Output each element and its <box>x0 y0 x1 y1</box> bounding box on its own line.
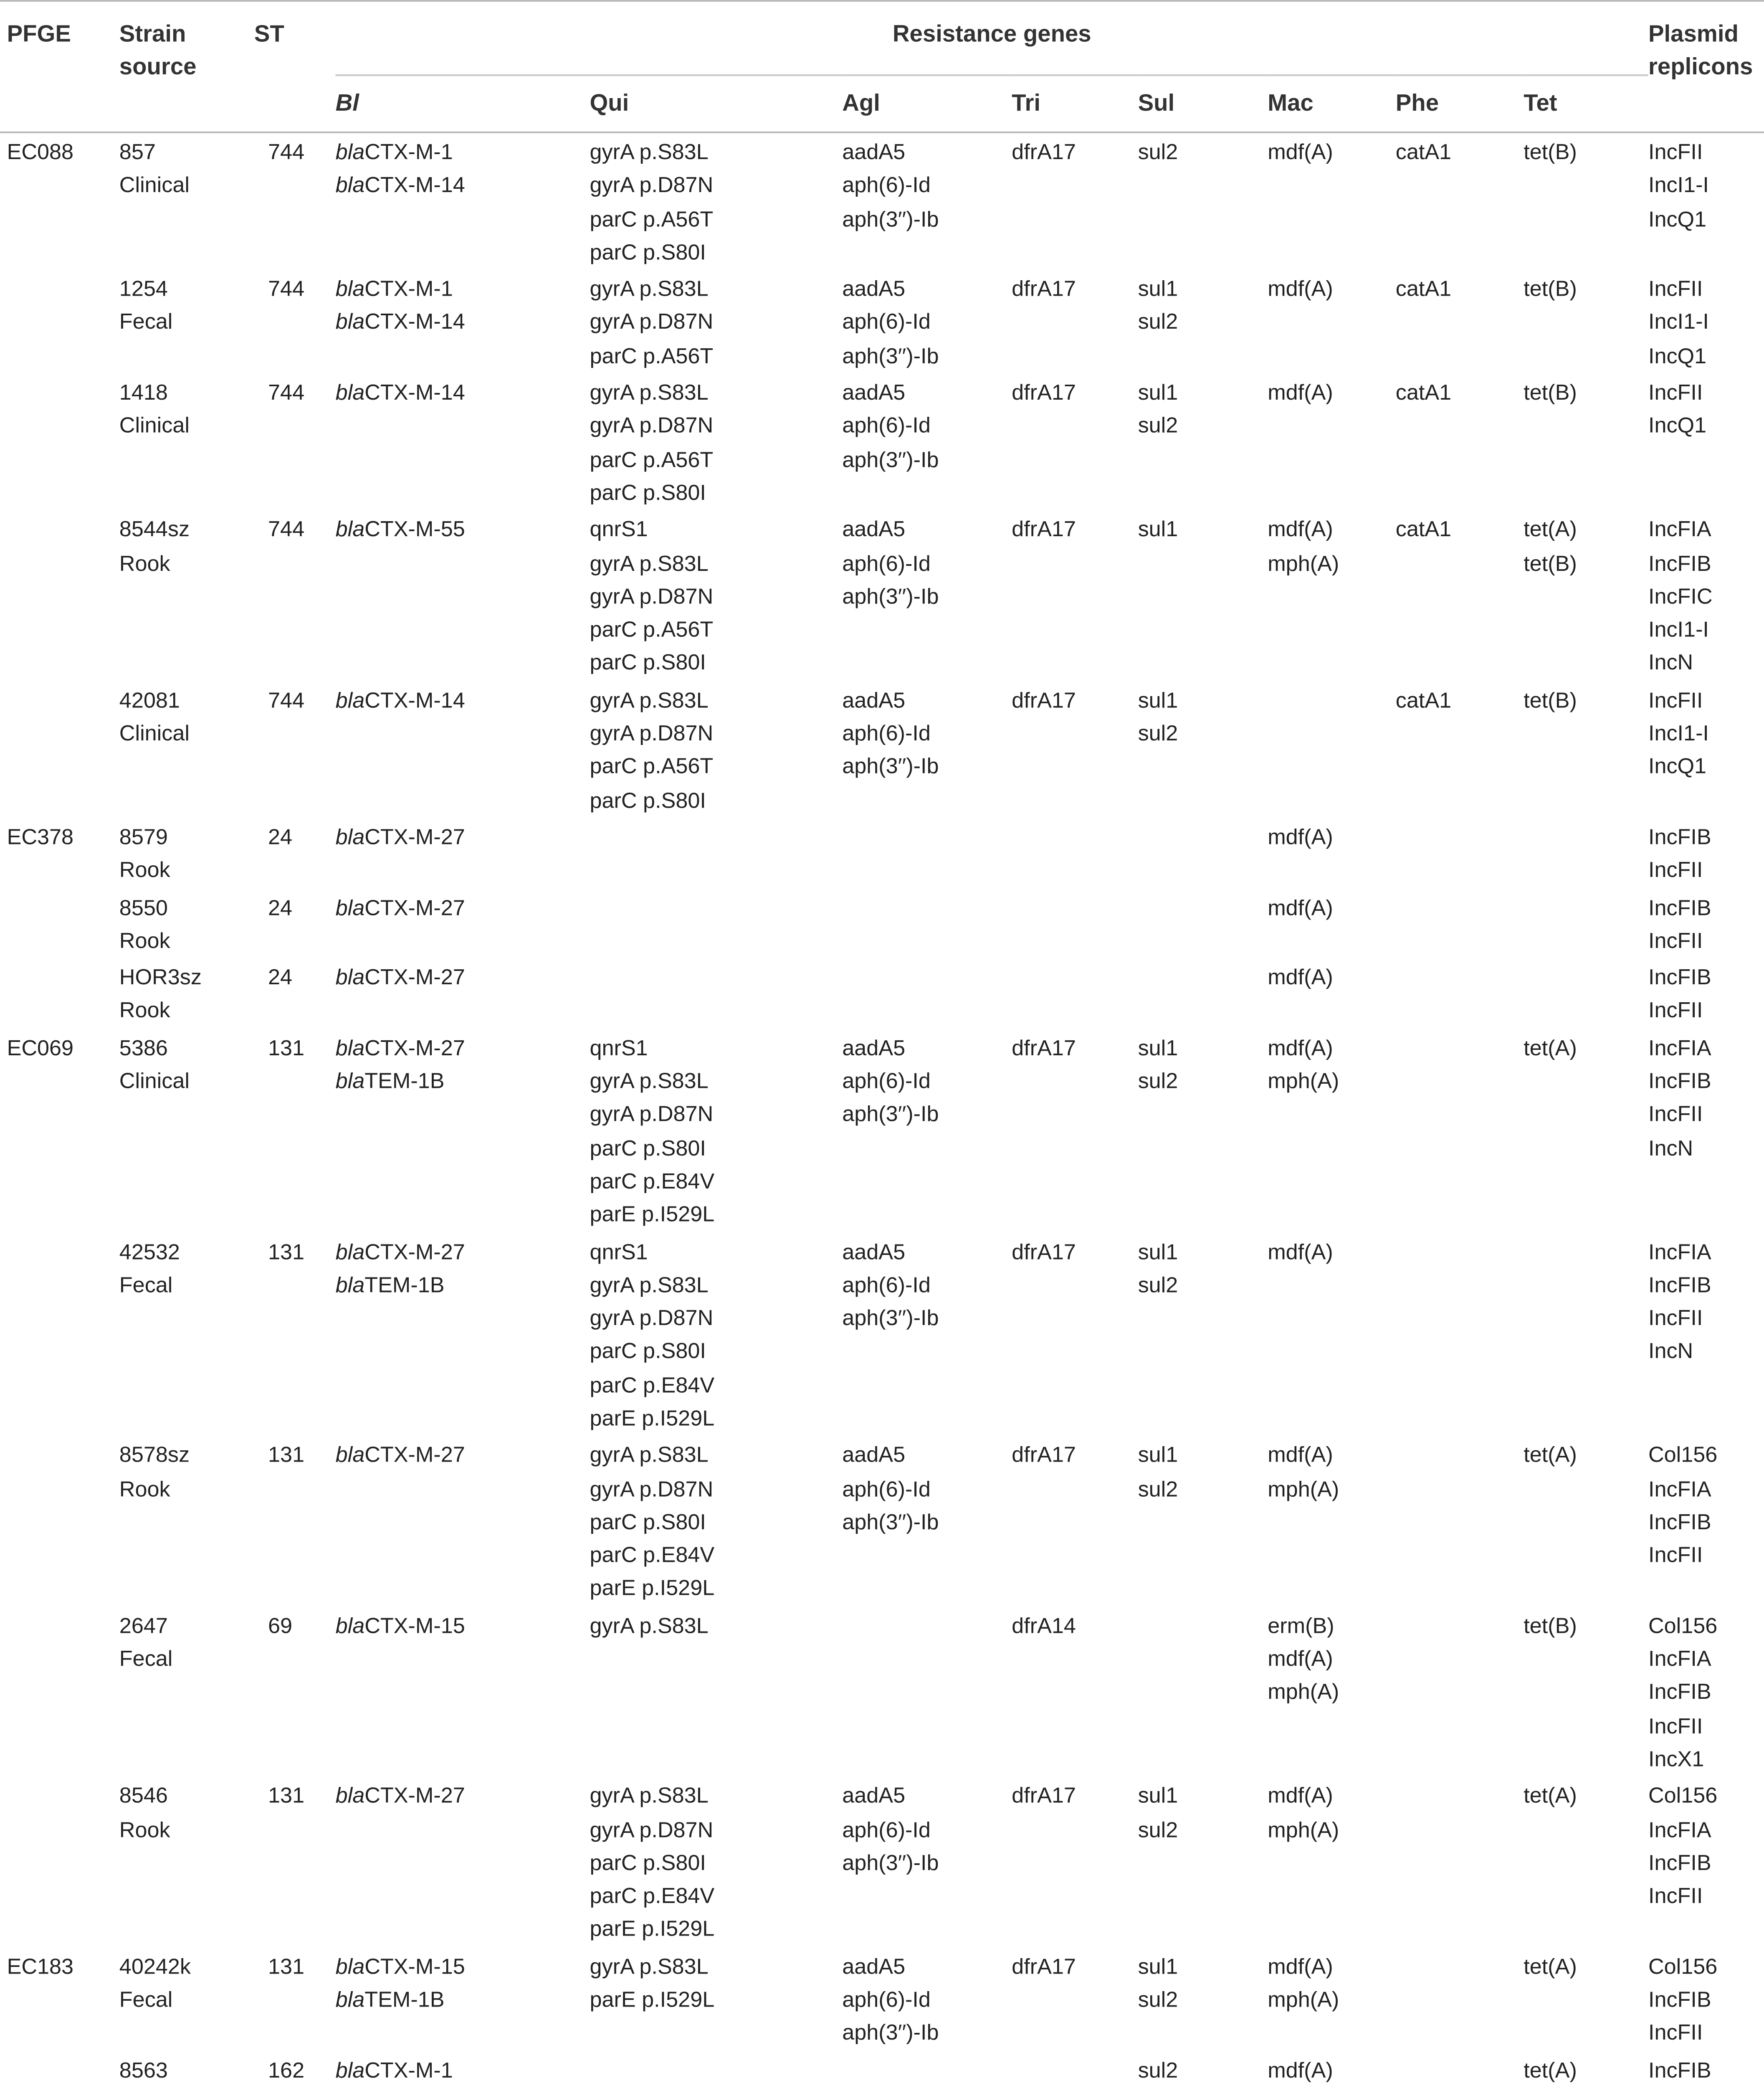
cell-mac: mdf(A) <box>1268 380 1333 405</box>
cell-bl: blaCTX-M-15 <box>335 1613 465 1638</box>
cell-sul <box>1138 818 1268 888</box>
cell-plasmid: Col156 IncFIB IncFII <box>1648 1954 1718 2045</box>
cell-strain: 8579 Rook <box>119 825 170 883</box>
table-body <box>0 132 1764 2088</box>
cell-bl: blaCTX-M-55 <box>335 517 465 542</box>
cell-tri <box>1012 888 1138 958</box>
table-row <box>0 1777 1764 1947</box>
cell-mac: mdf(A) <box>1268 965 1333 990</box>
cell-strain: 1418 Clinical <box>119 380 190 438</box>
table-row <box>0 270 1764 374</box>
cell-pfge <box>0 511 119 681</box>
cell-mac <box>1268 681 1396 818</box>
cell-tet <box>1524 818 1648 888</box>
cell-tet: tet(A) <box>1524 1036 1577 1060</box>
cell-strain: 8550 Rook <box>119 895 170 953</box>
cell-strain: 8546 Rook <box>119 1784 170 1842</box>
header-bl: Bl <box>336 75 590 132</box>
cell-strain: HOR3sz Rook <box>119 965 202 1023</box>
cell-qui: gyrA p.S83L gyrA p.D87N parC p.S80I parC p.E84V parE p.I529L <box>590 1443 715 1601</box>
cell-agl: aadA5 aph(6)-Id aph(3′′)-Ib <box>842 1443 939 1534</box>
cell-qui: qnrS1 gyrA p.S83L gyrA p.D87N parC p.S80I parC p.E84V parE p.I529L <box>590 1036 715 1227</box>
cell-strain: 8544sz Rook <box>119 517 190 575</box>
cell-tet: tet(B) <box>1524 688 1577 712</box>
cell-mac: mdf(A) mph(A) <box>1268 1443 1339 1501</box>
cell-strain: 42081 Clinical <box>119 688 190 746</box>
cell-qui: qnrS1 gyrA p.S83L gyrA p.D87N parC p.S80I parC p.E84V parE p.I529L <box>590 1239 715 1431</box>
cell-agl: aadA5 aph(6)-Id aph(3′′)-Ib <box>842 140 939 231</box>
header-st: ST <box>237 1 335 132</box>
cell-plasmid: IncFII IncQ1 <box>1648 380 1707 438</box>
header-pfge: PFGE <box>0 1 119 132</box>
cell-bl: blaCTX-M-27 blaTEM-1B <box>335 1036 465 1094</box>
cell-phe <box>1396 2051 1524 2088</box>
cell-st: 744 <box>268 277 305 302</box>
cell-qui: qnrS1 gyrA p.S83L gyrA p.D87N parC p.A56T parC p.S80I <box>590 517 714 676</box>
cell-sul: sul1 sul2 <box>1138 1239 1178 1297</box>
cell-agl: aadA5 aph(6)-Id aph(3′′)-Ib <box>842 1784 939 1875</box>
cell-qui <box>590 2051 842 2088</box>
header-phe: Phe <box>1396 75 1524 132</box>
cell-tet: tet(B) <box>1524 1613 1577 1638</box>
cell-plasmid: IncFIA IncFIB IncFII IncN <box>1648 1036 1711 1160</box>
cell-phe: catA1 <box>1395 688 1452 712</box>
cell-strain: 2647 Fecal <box>119 1613 173 1671</box>
cell-qui: gyrA p.S83L gyrA p.D87N parC p.A56T parC p.S80I <box>590 380 714 505</box>
header-mac: Mac <box>1268 75 1396 132</box>
cell-qui: gyrA p.S83L gyrA p.D87N parC p.A56T parC p.S80I <box>590 140 714 265</box>
table-row <box>0 1947 1764 2051</box>
header-strain-source: Strain source <box>119 1 237 132</box>
cell-agl: aadA5 aph(6)-Id aph(3′′)-Ib <box>842 1239 939 1330</box>
cell-plasmid: Col156 IncFIA IncFIB IncFII <box>1648 1784 1718 1908</box>
cell-phe <box>1396 1233 1524 1437</box>
cell-st: 131 <box>268 1954 305 1979</box>
cell-phe <box>1396 1777 1524 1947</box>
cell-st: 744 <box>268 688 305 712</box>
cell-qui <box>590 958 842 1029</box>
cell-phe: catA1 <box>1395 517 1452 542</box>
cell-mac: mdf(A) <box>1268 825 1333 849</box>
table-row <box>0 888 1764 958</box>
table-row <box>0 1029 1764 1233</box>
cell-tet: tet(B) <box>1524 277 1577 302</box>
cell-bl: blaCTX-M-27 <box>335 1443 465 1468</box>
cell-sul: sul1 <box>1138 517 1178 542</box>
table-row <box>0 818 1764 888</box>
cell-bl: blaCTX-M-1 <box>335 2058 453 2083</box>
cell-pfge <box>0 958 119 1029</box>
cell-pfge <box>0 374 119 511</box>
cell-bl: blaCTX-M-14 <box>335 688 465 712</box>
cell-st: 24 <box>268 825 293 849</box>
cell-pfge <box>0 1607 119 1777</box>
header-agl: Agl <box>842 75 1012 132</box>
cell-bl: blaCTX-M-27 <box>335 965 465 990</box>
cell-bl: blaCTX-M-27 <box>335 895 465 920</box>
cell-phe <box>1396 888 1524 958</box>
cell-agl: aadA5 aph(6)-Id aph(3′′)-Ib <box>842 688 939 779</box>
cell-pfge: EC088 <box>7 140 74 165</box>
cell-phe <box>1396 1947 1524 2051</box>
cell-st: 744 <box>268 517 305 542</box>
table-row <box>0 1436 1764 1607</box>
cell-tet: tet(B) <box>1524 140 1577 165</box>
cell-agl: aadA5 aph(6)-Id aph(3′′)-Ib <box>842 380 939 472</box>
cell-phe: catA1 <box>1395 140 1452 165</box>
header-sul: Sul <box>1138 75 1268 132</box>
cell-sul: sul1 sul2 <box>1138 1784 1178 1842</box>
header-plasmid-replicons: Plasmid replicons <box>1648 1 1764 132</box>
cell-sul <box>1138 958 1268 1029</box>
cell-st: 162 <box>268 2058 305 2083</box>
cell-agl <box>842 958 1012 1029</box>
cell-st: 131 <box>268 1036 305 1060</box>
cell-sul: sul1 sul2 <box>1138 688 1178 746</box>
cell-mac: mdf(A) <box>1268 895 1333 920</box>
table-row <box>0 2051 1764 2088</box>
cell-pfge: EC069 <box>7 1036 74 1060</box>
cell-bl: blaCTX-M-1 blaCTX-M-14 <box>335 277 465 335</box>
cell-agl <box>842 818 1012 888</box>
cell-agl: aadA5 aph(6)-Id aph(3′′)-Ib <box>842 517 939 609</box>
cell-st: 131 <box>268 1784 305 1808</box>
cell-tri: dfrA17 <box>1012 277 1076 302</box>
table-row <box>0 681 1764 818</box>
cell-sul: sul2 <box>1138 140 1178 165</box>
cell-pfge <box>0 888 119 958</box>
cell-tet: tet(A) <box>1524 1784 1577 1808</box>
cell-phe <box>1396 1607 1524 1777</box>
cell-strain: 8578sz Rook <box>119 1443 190 1501</box>
cell-tet <box>1524 888 1648 958</box>
cell-bl: blaCTX-M-27 blaTEM-1B <box>335 1239 465 1297</box>
cell-st: 69 <box>268 1613 293 1638</box>
cell-plasmid: IncFII IncI1-I IncQ1 <box>1648 277 1709 368</box>
table-row <box>0 958 1764 1029</box>
cell-st: 744 <box>268 140 305 165</box>
header-tet: Tet <box>1524 75 1648 132</box>
cell-mac: mdf(A) mph(A) <box>1268 1954 1339 2012</box>
cell-tri: dfrA17 <box>1012 140 1076 165</box>
cell-st: 24 <box>268 965 293 990</box>
table-row <box>0 511 1764 681</box>
table-row <box>0 132 1764 270</box>
cell-st: 744 <box>268 380 305 405</box>
cell-plasmid: IncFIB IncFII <box>1648 895 1711 953</box>
cell-tri: dfrA17 <box>1012 1954 1076 1979</box>
header-qui: Qui <box>590 75 842 132</box>
header-tri: Tri <box>1012 75 1138 132</box>
cell-tri: dfrA17 <box>1012 380 1076 405</box>
cell-tri <box>1012 2051 1138 2088</box>
cell-st: 131 <box>268 1443 305 1468</box>
cell-mac: mdf(A) mph(A) <box>1268 517 1339 575</box>
cell-st: 24 <box>268 895 293 920</box>
cell-phe <box>1396 958 1524 1029</box>
cell-sul: sul1 sul2 <box>1138 1443 1178 1501</box>
cell-qui: gyrA p.S83L gyrA p.D87N parC p.S80I parC p.E84V parE p.I529L <box>590 1784 715 1942</box>
table-row <box>0 1607 1764 1777</box>
cell-plasmid: IncFIB IncFII <box>1648 825 1711 883</box>
cell-agl <box>842 1607 1012 1777</box>
cell-qui: gyrA p.S83L parE p.I529L <box>590 1954 715 2012</box>
cell-plasmid: Col156 IncFIA IncFIB IncFII <box>1648 1443 1718 1568</box>
cell-qui: gyrA p.S83L gyrA p.D87N parC p.A56T parC p.S80I <box>590 688 714 813</box>
cell-plasmid: IncFIB IncFII <box>1648 965 1711 1023</box>
cell-sul: sul1 sul2 <box>1138 1954 1178 2012</box>
cell-pfge <box>0 1233 119 1437</box>
cell-tri: dfrA17 <box>1012 1036 1076 1060</box>
cell-mac: mdf(A) <box>1268 1239 1333 1264</box>
cell-strain: 5386 Clinical <box>119 1036 190 1094</box>
table-row <box>0 374 1764 511</box>
header-resistance-genes: Resistance genes <box>336 1 1648 75</box>
cell-pfge <box>0 681 119 818</box>
cell-phe: catA1 <box>1395 277 1452 302</box>
cell-tri <box>1012 818 1138 888</box>
cell-pfge <box>0 2051 119 2088</box>
cell-mac: mdf(A) mph(A) <box>1268 1036 1339 1094</box>
cell-tet: tet(A) <box>1524 1443 1577 1468</box>
cell-plasmid: IncFII IncI1-I IncQ1 <box>1648 688 1709 779</box>
cell-pfge <box>0 1777 119 1947</box>
cell-strain: 8563 <box>119 2058 168 2083</box>
cell-strain: 42532 Fecal <box>119 1239 180 1297</box>
cell-bl: blaCTX-M-15 blaTEM-1B <box>335 1954 465 2012</box>
cell-qui <box>590 888 842 958</box>
cell-tet <box>1524 958 1648 1029</box>
cell-plasmid: Col156 IncFIA IncFIB IncFII IncX1 <box>1648 1613 1718 1771</box>
cell-tri: dfrA17 <box>1012 517 1076 542</box>
cell-agl: aadA5 aph(6)-Id aph(3′′)-Ib <box>842 1954 939 2045</box>
cell-agl <box>842 888 1012 958</box>
cell-sul <box>1138 888 1268 958</box>
cell-agl <box>842 2051 1012 2088</box>
cell-strain: 1254 Fecal <box>119 277 173 335</box>
cell-tri <box>1012 958 1138 1029</box>
cell-tet: tet(A) <box>1524 1954 1577 1979</box>
cell-mac: mdf(A) mph(A) <box>1268 1784 1339 1842</box>
cell-pfge <box>0 1436 119 1607</box>
cell-qui <box>590 818 842 888</box>
cell-tri: dfrA17 <box>1012 1239 1076 1264</box>
cell-phe <box>1396 818 1524 888</box>
cell-strain: 857 Clinical <box>119 140 190 198</box>
cell-qui: gyrA p.S83L <box>590 1613 709 1638</box>
cell-bl: blaCTX-M-27 <box>335 1784 465 1808</box>
cell-phe: catA1 <box>1395 380 1452 405</box>
cell-sul: sul1 sul2 <box>1138 1036 1178 1094</box>
cell-plasmid: IncFIA IncFIB IncFIC IncI1-I IncN <box>1648 517 1713 676</box>
cell-mac: mdf(A) <box>1268 277 1333 302</box>
cell-tet: tet(B) <box>1524 380 1577 405</box>
cell-tri: dfrA17 <box>1012 1443 1076 1468</box>
cell-tri: dfrA17 <box>1012 688 1076 712</box>
cell-bl: blaCTX-M-27 <box>335 825 465 849</box>
cell-qui: gyrA p.S83L gyrA p.D87N parC p.A56T <box>590 277 714 368</box>
cell-mac: erm(B) mdf(A) mph(A) <box>1268 1613 1339 1705</box>
cell-plasmid: IncFIB <box>1648 2058 1711 2083</box>
cell-phe <box>1396 1029 1524 1233</box>
cell-agl: aadA5 aph(6)-Id aph(3′′)-Ib <box>842 277 939 368</box>
cell-sul: sul1 sul2 <box>1138 380 1178 438</box>
cell-sul <box>1138 1607 1268 1777</box>
cell-plasmid: IncFIA IncFIB IncFII IncN <box>1648 1239 1711 1364</box>
cell-agl: aadA5 aph(6)-Id aph(3′′)-Ib <box>842 1036 939 1127</box>
cell-sul: sul1 sul2 <box>1138 277 1178 335</box>
cell-tet: tet(A) tet(B) <box>1524 517 1577 575</box>
table-row <box>0 1233 1764 1437</box>
cell-sul: sul2 <box>1138 2058 1178 2083</box>
cell-tet: tet(A) <box>1524 2058 1577 2083</box>
cell-strain: 40242k Fecal <box>119 1954 191 2012</box>
cell-pfge <box>0 270 119 374</box>
cell-tri: dfrA17 <box>1012 1784 1076 1808</box>
cell-bl: blaCTX-M-1 blaCTX-M-14 <box>335 140 465 198</box>
cell-bl: blaCTX-M-14 <box>335 380 465 405</box>
cell-pfge: EC378 <box>7 825 74 849</box>
cell-mac: mdf(A) <box>1268 2058 1333 2083</box>
cell-pfge: EC183 <box>7 1954 74 1979</box>
cell-phe <box>1396 1436 1524 1607</box>
cell-st: 131 <box>268 1239 305 1264</box>
cell-plasmid: IncFII IncI1-I IncQ1 <box>1648 140 1709 231</box>
cell-mac: mdf(A) <box>1268 140 1333 165</box>
cell-tet <box>1524 1233 1648 1437</box>
cell-tri: dfrA14 <box>1012 1613 1076 1638</box>
